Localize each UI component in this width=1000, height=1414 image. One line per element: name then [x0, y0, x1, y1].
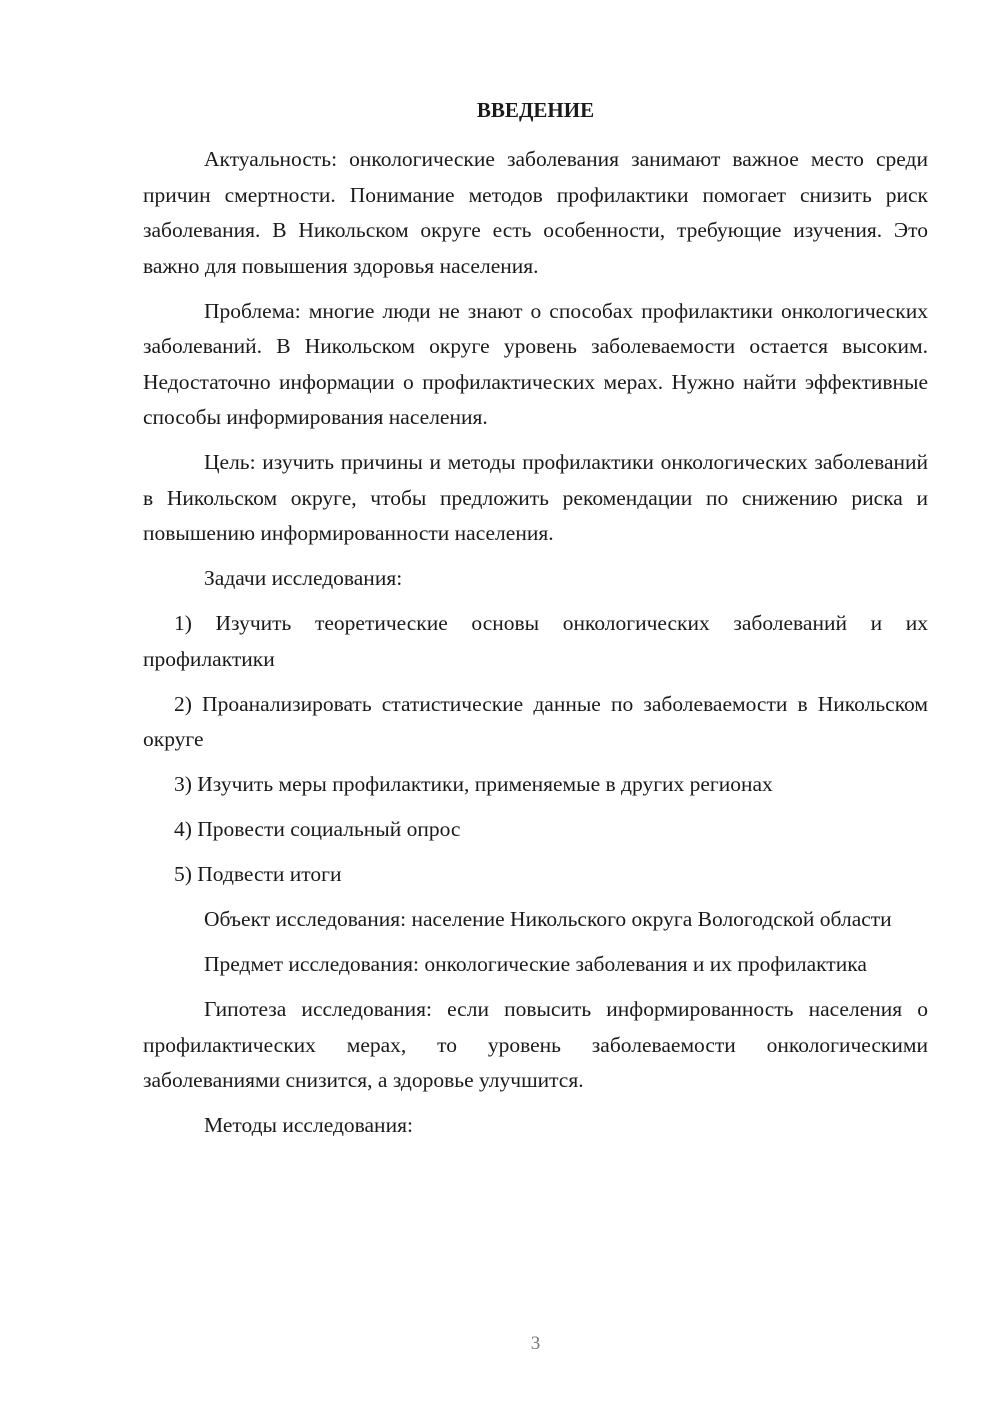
- document-page: [143, 0, 928, 1414]
- paragraph-object: Объект исследования: население Никольского округа Вологодской области: [204, 907, 892, 931]
- paragraph-hypothesis: Гипотеза исследования: если повысить информированность населения о профилактических мерах, то уровень заболеваемости онкологическими заболеваниями снизится, а здоровье улучшится.: [143, 997, 928, 1092]
- paragraph-subject: Предмет исследования: онкологические заболевания и их профилактика: [204, 952, 867, 976]
- task-item-5: 5) Подвести итоги: [174, 862, 342, 886]
- document-body: [143, 142, 928, 1153]
- paragraph-tasks-heading: Задачи исследования:: [204, 566, 403, 590]
- paragraph-problem: Проблема: многие люди не знают о способах профилактики онкологических заболеваний. В Никольском округе уровень заболеваемости остается высоким. Недостаточно информации о профилактических мерах. Нужно найти эффективные способы информирования населения.: [143, 298, 928, 429]
- paragraph-methods: Методы исследования:: [204, 1113, 413, 1137]
- section-title: ВВЕДЕНИЕ: [476, 98, 595, 122]
- task-item-1: 1) Изучить теоретические основы онкологических заболеваний и их профилактики: [143, 611, 928, 671]
- paragraph-goal: Цель: изучить причины и методы профилактики онкологических заболеваний в Никольском округе, чтобы предложить рекомендации по снижению риска и повышению информированности населения.: [143, 450, 928, 545]
- task-item-4: 4) Провести социальный опрос: [174, 817, 461, 841]
- paragraph-relevance: Актуальность: онкологические заболевания занимают важное место среди причин смертности. Понимание методов профилактики помогает снизить риск заболевания. В Никольском округе есть особенности, требующие изучения. Это важно для повышения здоровья населения.: [143, 147, 928, 278]
- task-item-2: 2) Проанализировать статистические данные по заболеваемости в Никольском округе: [143, 691, 928, 751]
- page-number: 3: [530, 1333, 541, 1354]
- task-item-3: 3) Изучить меры профилактики, применяемые в других регионах: [174, 772, 773, 796]
